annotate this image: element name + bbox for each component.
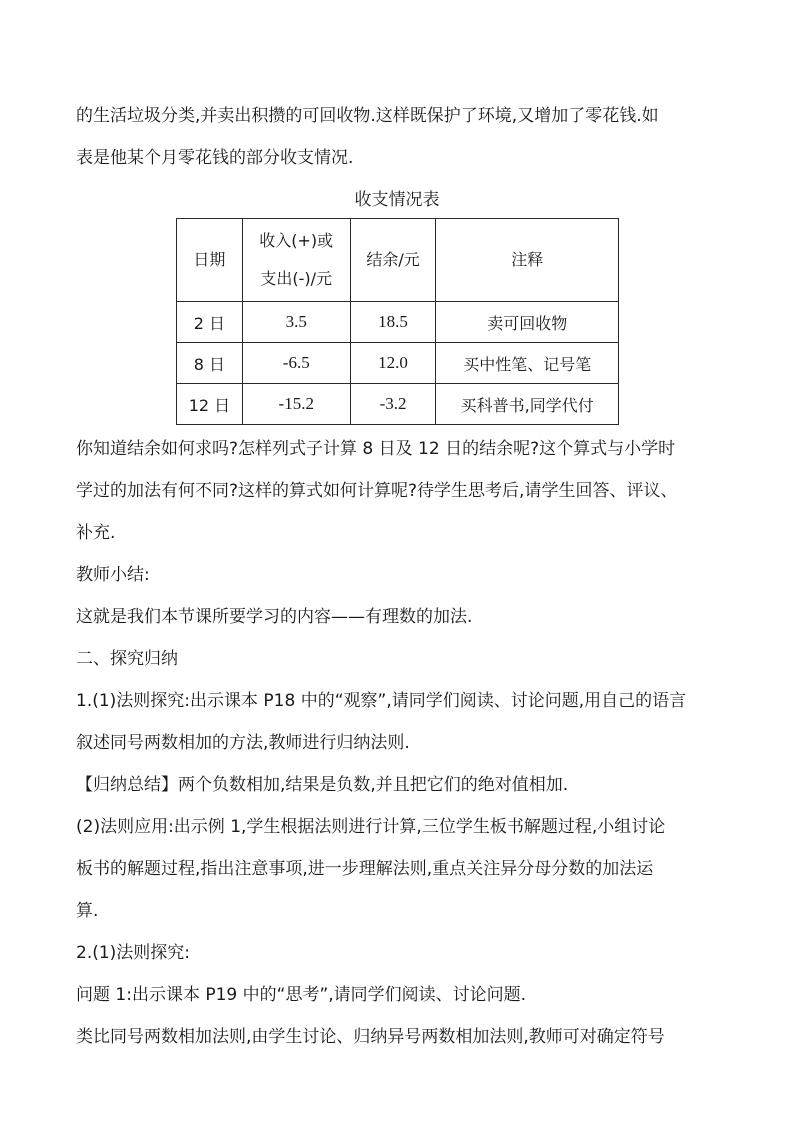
rule-apply-line-1: (2)法则应用:出示例 1,学生根据法则进行计算,三位学生板书解题过程,小组讨论 — [76, 817, 666, 837]
header-date: 日期 — [177, 219, 243, 302]
rule-apply-line-2: 板书的解题过程,指出注意事项,进一步理解法则,重点关注异分母分数的加法运 — [76, 859, 654, 879]
cell-balance: -3.2 — [350, 384, 436, 425]
summary-tag: 【归纳总结】 — [76, 775, 178, 795]
teacher-summary-label: 教师小结: — [76, 565, 150, 585]
cell-amount: -6.5 — [242, 343, 350, 384]
cell-balance: 12.0 — [350, 343, 436, 384]
paragraph-intro-line-2: 表是他某个月零花钱的部分收支情况. — [76, 148, 354, 168]
paragraph-question-line-3: 补充. — [76, 523, 116, 543]
rule-explore-line-1: 1.(1)法则探究:出示课本 P18 中的“观察”,请同学们阅读、讨论问题,用自己的语言 — [76, 691, 687, 711]
table-row — [177, 302, 619, 343]
section-heading: 二、探究归纳 — [76, 649, 178, 669]
cell-note: 买科普书,同学代付 — [436, 384, 619, 425]
table-caption: 收支情况表 — [354, 190, 440, 210]
header-income-line-2: 支出(-)/元 — [260, 269, 333, 288]
header-income-line-1: 收入(+)或 — [259, 231, 334, 250]
paragraph-question-line-2: 学过的加法有何不同?这样的算式如何计算呢?待学生思考后,请学生回答、评议、 — [76, 481, 678, 501]
table-header-row — [177, 219, 619, 302]
cell-date: 8 日 — [177, 343, 243, 384]
paragraph-intro-line-1: 的生活垃圾分类,并卖出积攒的可回收物.这样既保护了环境,又增加了零花钱.如 — [76, 106, 659, 126]
cell-date: 12 日 — [177, 384, 243, 425]
teacher-summary-text: 这就是我们本节课所要学习的内容——有理数的加法. — [76, 607, 473, 627]
rule-apply-line-3: 算. — [76, 901, 99, 921]
cell-amount: 3.5 — [242, 302, 350, 343]
header-balance: 结余/元 — [350, 219, 436, 302]
paragraph-question-line-1: 你知道结余如何求吗?怎样列式子计算 8 日及 12 日的结余呢?这个算式与小学时 — [76, 439, 676, 459]
summary-text: 两个负数相加,结果是负数,并且把它们的绝对值相加. — [178, 775, 569, 795]
cell-amount: -15.2 — [242, 384, 350, 425]
table-row — [177, 384, 619, 425]
table-row — [177, 343, 619, 384]
rule-explore-line-2: 叙述同号两数相加的方法,教师进行归纳法则. — [76, 733, 410, 753]
header-income — [242, 219, 350, 302]
header-note: 注释 — [436, 219, 619, 302]
analogy-line: 类比同号两数相加法则,由学生讨论、归纳异号两数相加法则,教师可对确定符号 — [76, 1027, 665, 1047]
income-expense-table — [176, 218, 619, 425]
cell-date: 2 日 — [177, 302, 243, 343]
question-1-line: 问题 1:出示课本 P19 中的“思考”,请同学们阅读、讨论问题. — [76, 985, 527, 1005]
summary-line — [76, 773, 726, 797]
cell-note: 买中性笔、记号笔 — [436, 343, 619, 384]
rule-explore-2-heading: 2.(1)法则探究: — [76, 943, 191, 963]
cell-note: 卖可回收物 — [436, 302, 619, 343]
cell-balance: 18.5 — [350, 302, 436, 343]
